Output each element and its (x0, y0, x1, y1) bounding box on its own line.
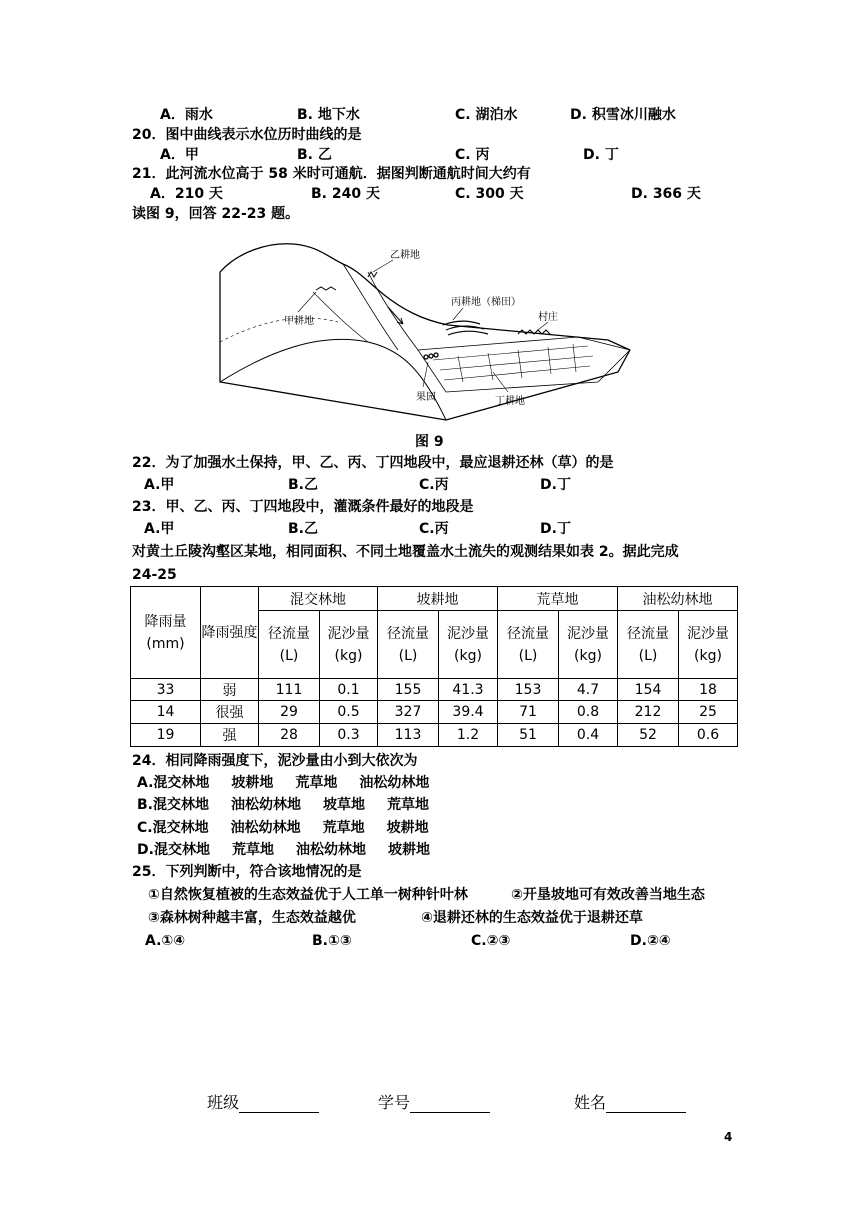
cell: 1.2 (439, 724, 498, 747)
cell: 155 (378, 679, 439, 701)
q19-option-d: D. 积雪冰川融水 (570, 107, 676, 123)
q22-stem: 22．为了加强水土保持，甲、乙、丙、丁四地段中，最应退耕还林（草）的是 (132, 455, 614, 471)
q24-option-c: C.混交林地 油松幼林地 荒草地 坡耕地 (137, 820, 429, 836)
q20-option-a: A．甲 (160, 147, 199, 163)
q19-option-a: A．雨水 (160, 107, 213, 123)
cell: 33 (131, 679, 201, 701)
label-village: 村庄 (538, 312, 558, 323)
q25-option-d: D.②④ (630, 933, 671, 949)
table-2-soil-erosion (130, 586, 738, 747)
q25-statement-3: ③森林树种越丰富，生态效益越优 (148, 910, 356, 926)
name-label: 姓名 (574, 1093, 607, 1112)
cell: 41.3 (439, 679, 498, 701)
q20-option-b: B. 乙 (297, 147, 332, 163)
table-intro-line2: 24-25 (132, 567, 177, 583)
cell: 113 (378, 724, 439, 747)
table-intro-line1: 对黄土丘陵沟壑区某地，相同面积、不同土地覆盖水土流失的观测结果如表 2。据此完成 (132, 544, 679, 560)
cell: 39.4 (439, 701, 498, 724)
q25-option-c: C.②③ (471, 933, 511, 949)
label-bing-farmland: 丙耕地（梯田） (451, 297, 521, 308)
q21-option-c: C. 300 天 (455, 186, 524, 202)
cell: 29 (259, 701, 320, 724)
q25-statement-2: ②开垦坡地可有效改善当地生态 (511, 887, 705, 903)
class-field[interactable] (207, 1090, 319, 1113)
q22-option-b: B.乙 (288, 477, 318, 493)
class-label: 班级 (207, 1093, 240, 1112)
cell: 51 (498, 724, 559, 747)
q22-option-a: A.甲 (144, 477, 175, 493)
q21-option-b: B. 240 天 (311, 186, 380, 202)
q25-statement-4: ④退耕还林的生态效益优于退耕还草 (421, 910, 643, 926)
class-blank[interactable] (239, 1096, 319, 1113)
figure-9-caption: 图 9 (415, 434, 444, 450)
header-pine-young-forest: 油松幼林地 (618, 587, 738, 611)
page-number: 4 (724, 1130, 733, 1144)
label-ding-farmland: 丁耕地 (495, 396, 525, 407)
q21-stem: 21．此河流水位高于 58 米时可通航．据图判断通航时间大约有 (132, 166, 531, 182)
cell: 14 (131, 701, 201, 724)
cell: 25 (679, 701, 738, 724)
name-field[interactable] (574, 1090, 686, 1113)
header-slope-farmland: 坡耕地 (378, 587, 498, 611)
cell: 52 (618, 724, 679, 747)
q23-stem: 23．甲、乙、丙、丁四地段中，灌溉条件最好的地段是 (132, 499, 474, 515)
q24-option-a: A.混交林地 坡耕地 荒草地 油松幼林地 (137, 775, 430, 791)
name-blank[interactable] (606, 1096, 686, 1113)
cell: 弱 (201, 679, 259, 701)
q22-option-c: C.丙 (419, 477, 449, 493)
header-wild-grassland: 荒草地 (498, 587, 618, 611)
cell: 154 (618, 679, 679, 701)
table-row (131, 679, 738, 701)
q19-option-b: B. 地下水 (297, 107, 360, 123)
q23-option-c: C.丙 (419, 521, 449, 537)
q24-option-b: B.混交林地 油松幼林地 坡草地 荒草地 (137, 797, 429, 813)
cell: 0.1 (320, 679, 378, 701)
q21-option-d: D. 366 天 (631, 186, 701, 202)
read-figure-9-instruction: 读图 9，回答 22-23 题。 (132, 206, 300, 222)
header-rainfall: 降雨量(mm) (131, 587, 201, 679)
subheader-runoff: 径流量(L) (259, 611, 320, 679)
table-row (131, 724, 738, 747)
q22-option-d: D.丁 (540, 477, 571, 493)
figure-9-terrain-diagram (218, 232, 643, 422)
student-number-label: 学号 (378, 1093, 411, 1112)
subheader-runoff: 径流量(L) (498, 611, 559, 679)
subheader-sediment: 泥沙量(kg) (320, 611, 378, 679)
cell: 0.4 (559, 724, 618, 747)
cell: 111 (259, 679, 320, 701)
cell: 327 (378, 701, 439, 724)
q20-stem: 20．图中曲线表示水位历时曲线的是 (132, 127, 362, 143)
cell: 0.5 (320, 701, 378, 724)
q24-option-d: D.混交林地 荒草地 油松幼林地 坡耕地 (137, 842, 430, 858)
subheader-runoff: 径流量(L) (378, 611, 439, 679)
cell: 强 (201, 724, 259, 747)
label-yi-farmland: 乙耕地 (390, 250, 420, 261)
table-row (131, 701, 738, 724)
label-orchard: 果园 (416, 392, 436, 403)
q20-option-c: C. 丙 (455, 147, 490, 163)
label-jia-farmland: 甲耕地 (284, 316, 314, 327)
q25-option-b: B.①③ (312, 933, 352, 949)
q23-option-a: A.甲 (144, 521, 175, 537)
cell: 212 (618, 701, 679, 724)
cell: 很强 (201, 701, 259, 724)
q25-option-a: A.①④ (145, 933, 186, 949)
cell: 4.7 (559, 679, 618, 701)
subheader-sediment: 泥沙量(kg) (439, 611, 498, 679)
q25-stem: 25．下列判断中，符合该地情况的是 (132, 864, 362, 880)
cell: 153 (498, 679, 559, 701)
q20-option-d: D. 丁 (583, 147, 619, 163)
q25-statement-1: ①自然恢复植被的生态效益优于人工单一树种针叶林 (148, 887, 468, 903)
cell: 18 (679, 679, 738, 701)
subheader-runoff: 径流量(L) (618, 611, 679, 679)
subheader-sediment: 泥沙量(kg) (679, 611, 738, 679)
header-mixed-forest: 混交林地 (259, 587, 378, 611)
cell: 0.8 (559, 701, 618, 724)
student-number-field[interactable] (378, 1090, 490, 1113)
q21-option-a: A．210 天 (150, 186, 223, 202)
q23-option-d: D.丁 (540, 521, 571, 537)
q23-option-b: B.乙 (288, 521, 318, 537)
cell: 0.3 (320, 724, 378, 747)
q19-option-c: C. 湖泊水 (455, 107, 518, 123)
subheader-sediment: 泥沙量(kg) (559, 611, 618, 679)
cell: 28 (259, 724, 320, 747)
cell: 71 (498, 701, 559, 724)
q24-stem: 24．相同降雨强度下，泥沙量由小到大依次为 (132, 753, 418, 769)
header-rain-intensity: 降雨强度 (201, 587, 259, 679)
cell: 19 (131, 724, 201, 747)
student-number-blank[interactable] (410, 1096, 490, 1113)
cell: 0.6 (679, 724, 738, 747)
